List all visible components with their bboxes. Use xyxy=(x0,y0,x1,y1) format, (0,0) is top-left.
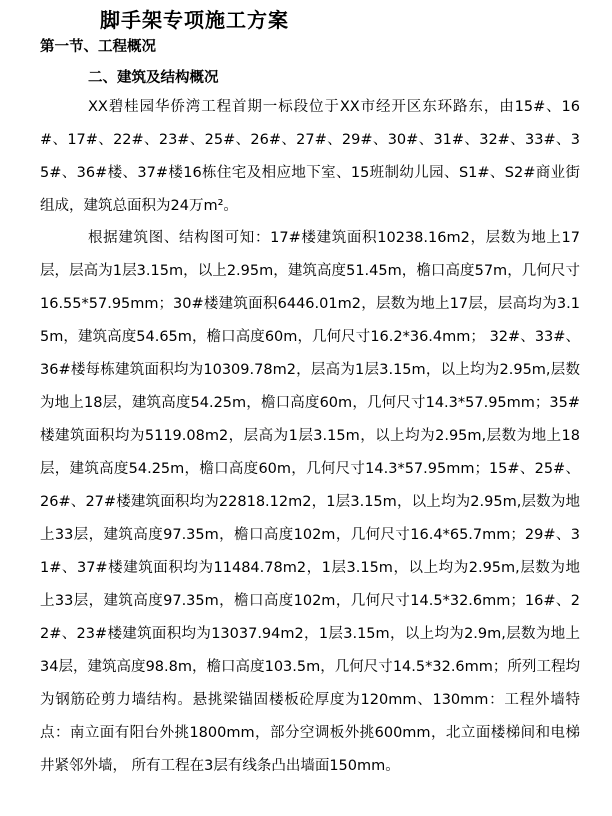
paragraph-overview: XX碧桂园华侨湾工程首期一标段位于XX市经开区东环路东，由15#、16#、17#、22#、23#、25#、26#、27#、29#、30#、31#、32#、33#、35#、36#楼、37#楼16栋住宅及相应地下室、15班制幼儿园、S1#、S2#商业街组成，建筑总面积为24万m²。 xyxy=(40,99,580,214)
sub-heading: 二、建筑及结构概况 xyxy=(88,70,219,86)
section-heading: 第一节、工程概况 xyxy=(40,39,156,55)
document-title: 脚手架专项施工方案 xyxy=(100,8,289,32)
paragraph-building-details: 根据建筑图、结构图可知：17#楼建筑面积10238.16m2，层数为地上17层，层高为1层3.15m，以上2.95m，建筑高度51.45m，檐口高度57m，几何尺寸16.55*57.95mm；30#楼建筑面积6446.01m2，层数为地上17层，层高均为3.15m，建筑高度54.65m，檐口高度60m，几何尺寸16.2*36.4mm； 32#、33#、36#楼每栋建筑面积均为10309.78m2，层高为1层3.15m，以上均为2.95m,层数为地上18层，建筑高度54.25m，檐口高度60m，几何尺寸14.3*57.95mm；35#楼建筑面积均为5119.08m2，层高为1层3.15m，以上均为2.95m,层数为地上18层，建筑高度54.25m，檐口高度60m，几何尺寸14.3*57.95mm；15#、25#、26#、27#楼建筑面积均为22818.12m2，1层3.15m，以上均为2.95m,层数为地上33层，建筑高度97.35m，檐口高度102m，几何尺寸16.4*65.7mm；29#、31#、37#楼建筑面积均为11484.78m2，1层3.15m，以上均为2.95m,层数为地上33层，建筑高度97.35m，檐口高度102m，几何尺寸14.5*32.6mm；16#、22#、23#楼建筑面积均为13037.94m2，1层3.15m，以上均为2.9m,层数为地上34层，建筑高度98.8m，檐口高度103.5m，几何尺寸14.5*32.6mm；所列工程均为钢筋砼剪力墙结构。悬挑梁锚固楼板砼厚度为120mm、130mm：工程外墙特点：南立面有阳台外挑1800mm，部分空调板外挑600mm，北立面楼梯间和电梯井紧邻外墙， 所有工程在3层有线条凸出墙面150mm。 xyxy=(40,230,580,774)
